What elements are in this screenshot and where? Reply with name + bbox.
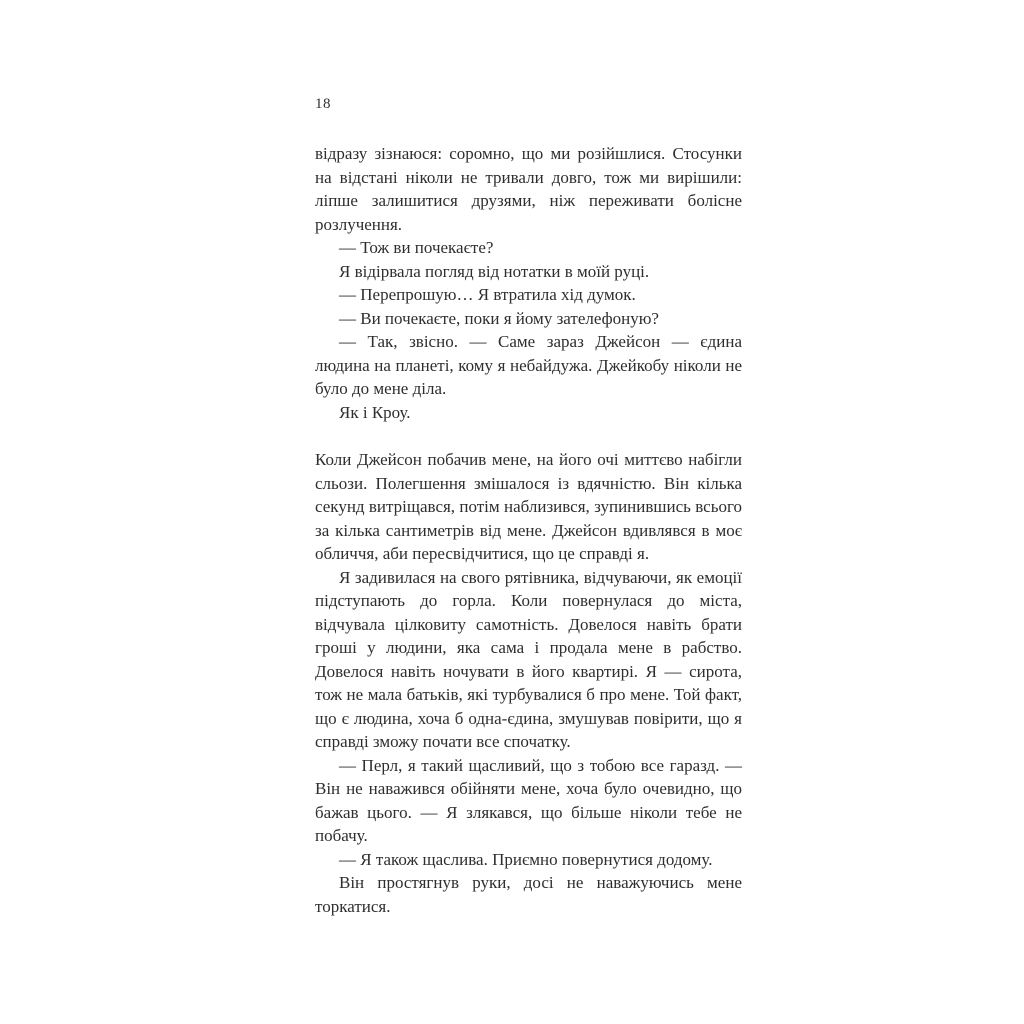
paragraph-dialogue: — Перепрошую… Я втратила хід думок. (339, 285, 636, 304)
paragraph-section-start: Коли Джейсон побачив мене, на його очі миттєво набігли сльози. Полегшення змішалося із вдячністю. Він кілька секунд витріщався, потім наблизився, зупинившись всього за кілька сантиметрів від мене. Джейсон вдивлявся в моє обличчя, аби пересвідчитися, що це справді я. (315, 450, 742, 563)
paragraph-narration: Я відірвала погляд від нотатки в моїй руці. (339, 261, 650, 281)
paragraph-dialogue: — Так, звісно. — Саме зараз Джейсон — єдина людина на планеті, кому я небайдужа. Джейкобу ніколи не було до мене діла. (315, 332, 742, 398)
paragraph-continuation: відразу зізнаюся: соромно, що ми розійшлися. Стосунки на відстані ніколи не тривали довго, тож ми вирішили: ліпше залишитися друзями, ніж переживати болісне розлучення. (315, 144, 742, 234)
paragraph-narration: Він простягнув руки, досі не наважуючись мене торкатися. (315, 873, 742, 916)
paragraph-dialogue: — Я також щаслива. Приємно повернутися додому. (339, 849, 713, 869)
paragraph-dialogue: — Тож ви почекаєте? (339, 238, 494, 257)
paragraph-dialogue: — Перл, я такий щасливий, що з тобою все гаразд. — Він не наважився обійняти мене, хоча було очевидно, що бажав цього. — Я злякався, що більше ніколи тебе не побачу. (315, 755, 742, 845)
paragraph-narration: Я задивилася на свого рятівника, відчуваючи, як емоції підступають до горла. Коли повернулася до міста, відчувала цілковиту самотність. Довелося навіть брати гроші у людини, яка сама і продала мене в рабство. Довелося навіть ночувати в його квартирі. Я — сирота, тож не мала батьків, які турбувалися б про мене. Той факт, що є людина, хоча б одна-єдина, змушував повірити, що я справді зможу почати все спочатку. (315, 567, 742, 751)
text-block (315, 142, 742, 918)
paragraph-dialogue: — Ви почекаєте, поки я йому зателефоную? (339, 308, 659, 328)
paragraph-narration: Як і Кроу. (339, 402, 411, 422)
page-number: 18 (315, 96, 331, 112)
